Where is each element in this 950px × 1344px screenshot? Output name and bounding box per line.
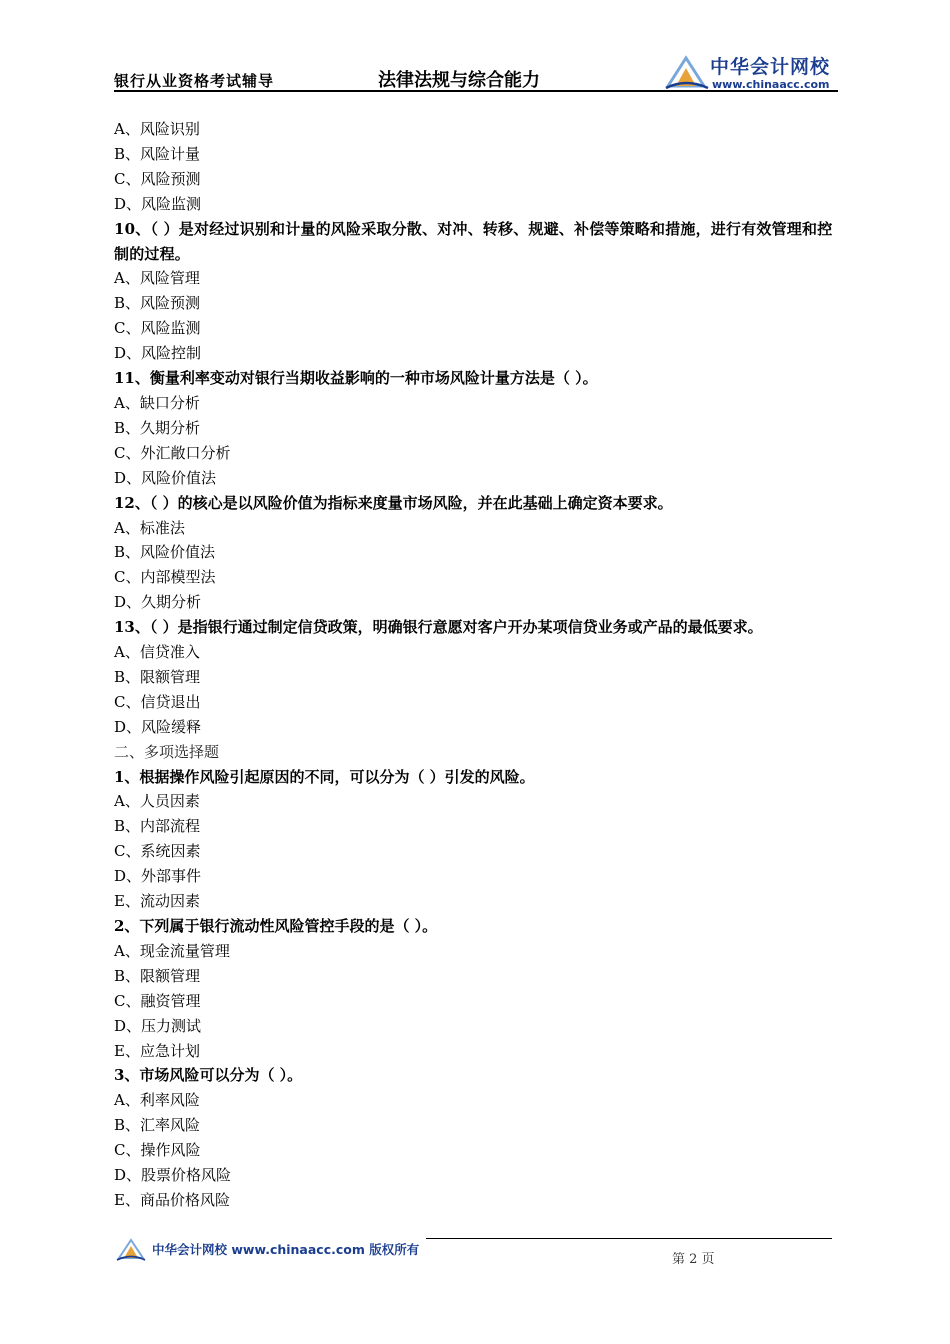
answer-option: C、外汇敞口分析 xyxy=(114,443,231,462)
question-text: 2、下列属于银行流动性风险管控手段的是（ ）。 xyxy=(114,917,438,935)
answer-option: A、标准法 xyxy=(114,518,185,537)
question-text: 13、（ ）是指银行通过制定信贷政策，明确银行意愿对客户开办某项信贷业务或产品的最低要求。 xyxy=(114,618,763,637)
answer-option: C、风险预测 xyxy=(114,169,201,188)
answer-option: D、风险监测 xyxy=(114,194,202,213)
answer-option: A、风险识别 xyxy=(114,120,200,138)
answer-option: E、应急计划 xyxy=(114,1041,200,1060)
logo-mark-icon xyxy=(664,52,710,92)
answer-option: C、内部模型法 xyxy=(114,568,216,587)
answer-option: E、流动因素 xyxy=(114,892,200,911)
answer-option: A、人员因素 xyxy=(114,792,200,811)
answer-option: B、限额管理 xyxy=(114,667,201,686)
question-text: 1、根据操作风险引起原因的不同，可以分为（ ）引发的风险。 xyxy=(114,767,535,786)
answer-option: A、现金流量管理 xyxy=(114,941,230,960)
page-footer xyxy=(114,1232,838,1272)
answer-option: D、股票价格风险 xyxy=(114,1166,232,1185)
question-text: 12、（ ）的核心是以风险价值为指标来度量市场风险，并在此基础上确定资本要求。 xyxy=(114,493,673,512)
answer-option: C、风险监测 xyxy=(114,319,201,338)
footer-rule xyxy=(426,1238,832,1239)
question-list xyxy=(114,117,844,1213)
answer-option: C、系统因素 xyxy=(114,842,201,861)
header-rule xyxy=(114,90,838,92)
answer-option: B、限额管理 xyxy=(114,966,201,985)
question-text: 3、市场风险可以分为（ ）。 xyxy=(114,1066,303,1085)
logo-url: www.chinaacc.com xyxy=(712,78,830,91)
answer-option: B、风险计量 xyxy=(114,144,201,163)
answer-option: B、汇率风险 xyxy=(114,1116,201,1135)
answer-option: D、久期分析 xyxy=(114,593,202,612)
answer-option: D、压力测试 xyxy=(114,1016,202,1035)
answer-option: D、风险控制 xyxy=(114,344,202,363)
header-subject-title: 法律法规与综合能力 xyxy=(378,70,540,91)
answer-option: B、久期分析 xyxy=(114,418,201,437)
answer-option: D、风险缓释 xyxy=(114,717,202,736)
footer-logo-icon xyxy=(116,1236,146,1262)
answer-option: C、信贷退出 xyxy=(114,692,201,711)
header-course-title: 银行从业资格考试辅导 xyxy=(114,72,275,90)
answer-option: A、利率风险 xyxy=(114,1091,200,1110)
answer-option: A、信贷准入 xyxy=(114,643,200,662)
answer-option: C、操作风险 xyxy=(114,1141,201,1160)
chinaacc-logo[interactable] xyxy=(664,52,840,92)
question-text: 10、（ ）是对经过识别和计量的风险采取分散、对冲、转移、规避、补偿等策略和措施，进行有效管理和控制的过程。 xyxy=(114,219,833,263)
answer-option: C、融资管理 xyxy=(114,991,201,1010)
answer-option: D、外部事件 xyxy=(114,867,202,886)
answer-option: B、内部流程 xyxy=(114,817,201,836)
answer-option: A、风险管理 xyxy=(114,269,200,288)
answer-option: A、缺口分析 xyxy=(114,393,200,412)
footer-copyright: 中华会计网校 www.chinaacc.com 版权所有 xyxy=(152,1242,420,1257)
section-heading: 二、多项选择题 xyxy=(114,742,220,761)
logo-chinese-name: 中华会计网校 xyxy=(710,56,831,78)
answer-option: B、风险预测 xyxy=(114,294,201,313)
page-header xyxy=(114,50,838,94)
answer-option: B、风险价值法 xyxy=(114,543,216,562)
answer-option: D、风险价值法 xyxy=(114,468,217,487)
answer-option: E、商品价格风险 xyxy=(114,1190,230,1209)
page-number: 第 2 页 xyxy=(672,1252,715,1267)
question-text: 11、衡量利率变动对银行当期收益影响的一种市场风险计量方法是（ ）。 xyxy=(114,369,598,388)
